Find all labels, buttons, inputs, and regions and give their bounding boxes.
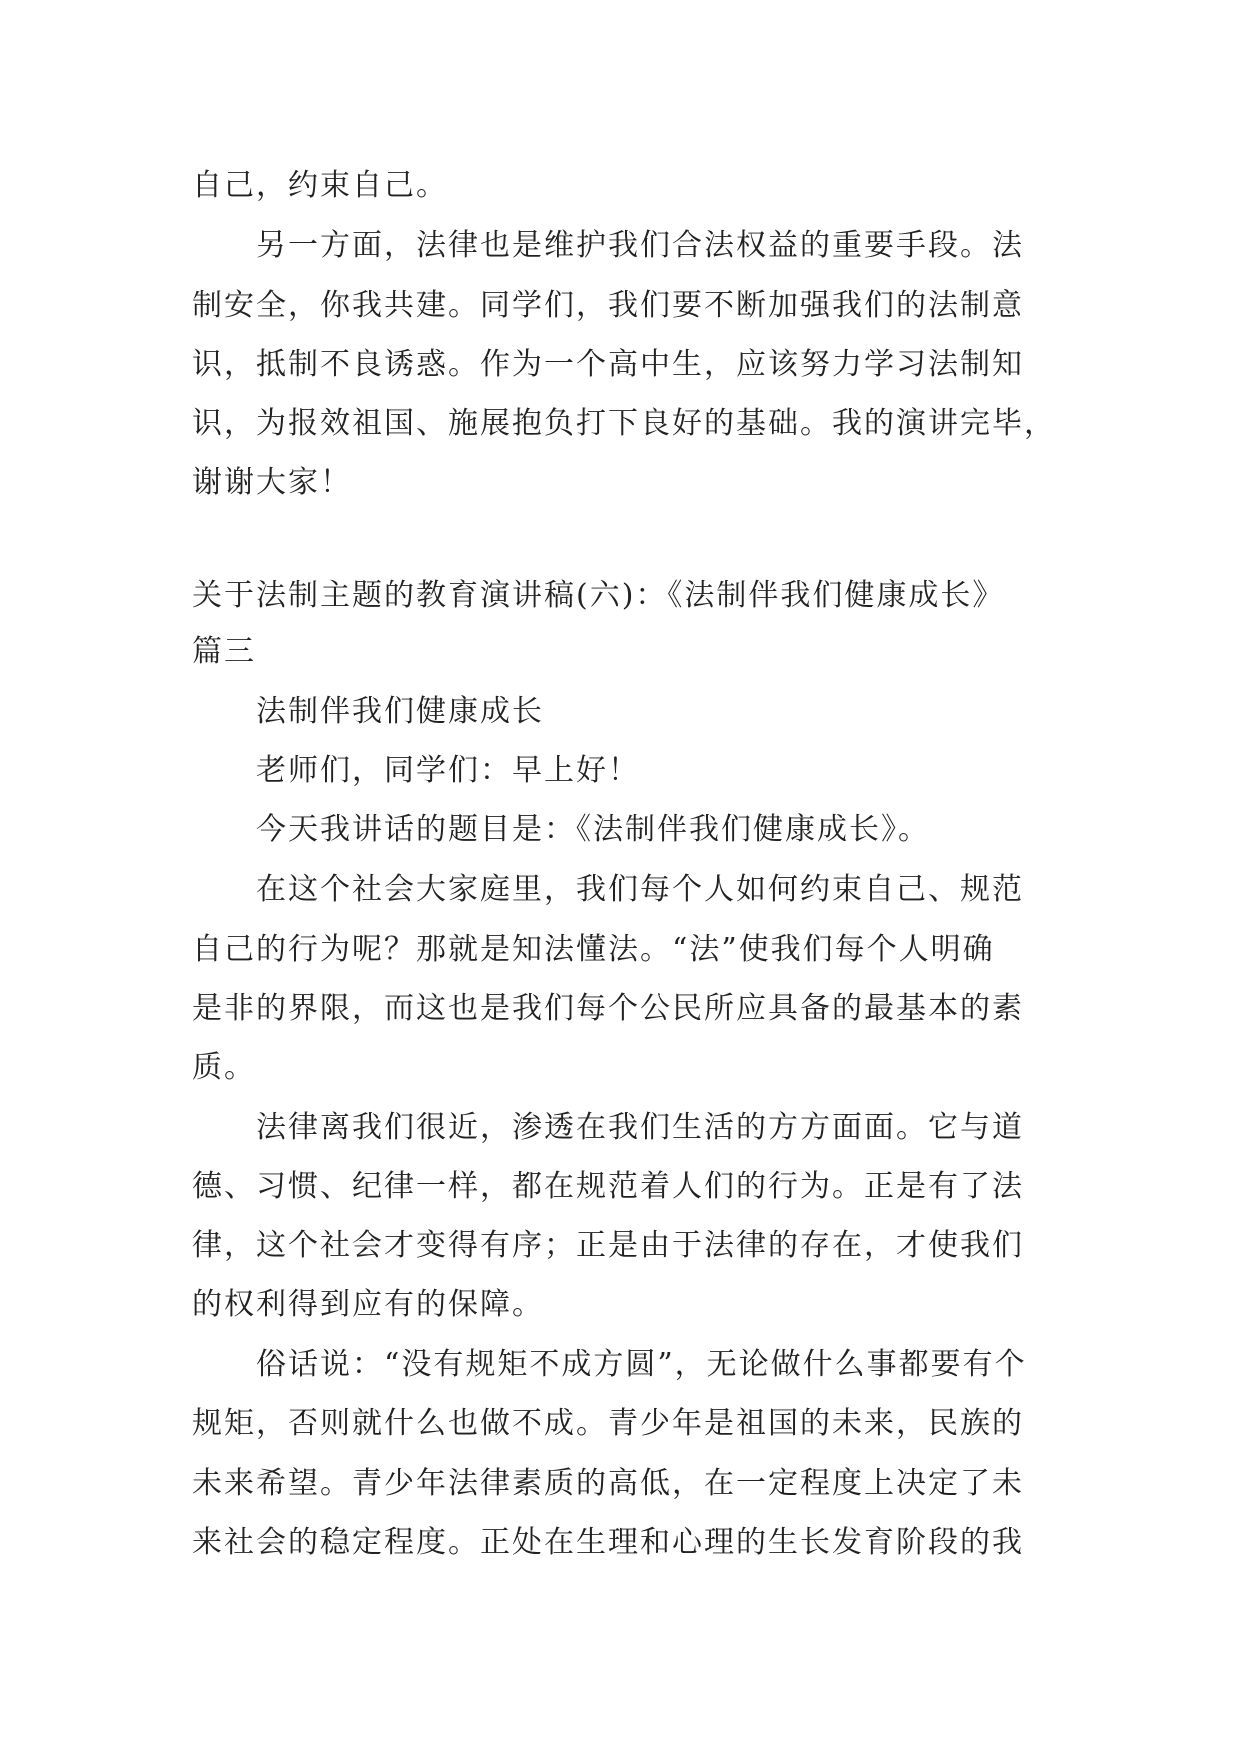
- paragraph-line: 质。: [192, 1050, 256, 1085]
- paragraph-line: 识，为报效祖国、施展抱负打下良好的基础。我的演讲完毕，: [192, 406, 1056, 441]
- paragraph-line: 律，这个社会才变得有序；正是由于法律的存在，才使我们: [192, 1228, 1024, 1263]
- paragraph-line: 自己的行为呢？那就是知法懂法。“法”使我们每个人明确: [192, 932, 995, 967]
- salutation: 老师们，同学们：早上好！: [256, 753, 640, 788]
- paragraph-line: 另一方面，法律也是维护我们合法权益的重要手段。法: [256, 228, 1024, 263]
- paragraph-line: 谢谢大家！: [192, 465, 352, 500]
- paragraph-line: 德、习惯、纪律一样，都在规范着人们的行为。正是有了法: [192, 1169, 1024, 1204]
- paragraph-line: 自己，约束自己。: [192, 168, 448, 203]
- paragraph-line: 俗话说：“没有规矩不成方圆”，无论做什么事都要有个: [256, 1347, 1027, 1382]
- section-heading: 篇三: [192, 634, 256, 669]
- paragraph-line: 规矩，否则就什么也做不成。青少年是祖国的未来，民族的: [192, 1406, 1024, 1441]
- paragraph-line: 未来希望。青少年法律素质的高低，在一定程度上决定了未: [192, 1466, 1024, 1501]
- paragraph-line: 来社会的稳定程度。正处在生理和心理的生长发育阶段的我: [192, 1525, 1024, 1560]
- section-heading: 关于法制主题的教育演讲稿(六)：《法制伴我们健康成长》: [192, 578, 1005, 613]
- paragraph-line: 今天我讲话的题目是：《法制伴我们健康成长》。: [256, 812, 930, 847]
- paragraph-line: 在这个社会大家庭里，我们每个人如何约束自己、规范: [256, 872, 1024, 907]
- paragraph-line: 法律离我们很近，渗透在我们生活的方方面面。它与道: [256, 1110, 1024, 1145]
- paragraph-line: 制安全，你我共建。同学们，我们要不断加强我们的法制意: [192, 288, 1024, 323]
- speech-title: 法制伴我们健康成长: [256, 694, 544, 729]
- paragraph-line: 的权利得到应有的保障。: [192, 1287, 544, 1322]
- paragraph-line: 是非的界限，而这也是我们每个公民所应具备的最基本的素: [192, 991, 1024, 1026]
- paragraph-line: 识，抵制不良诱惑。作为一个高中生，应该努力学习法制知: [192, 347, 1024, 382]
